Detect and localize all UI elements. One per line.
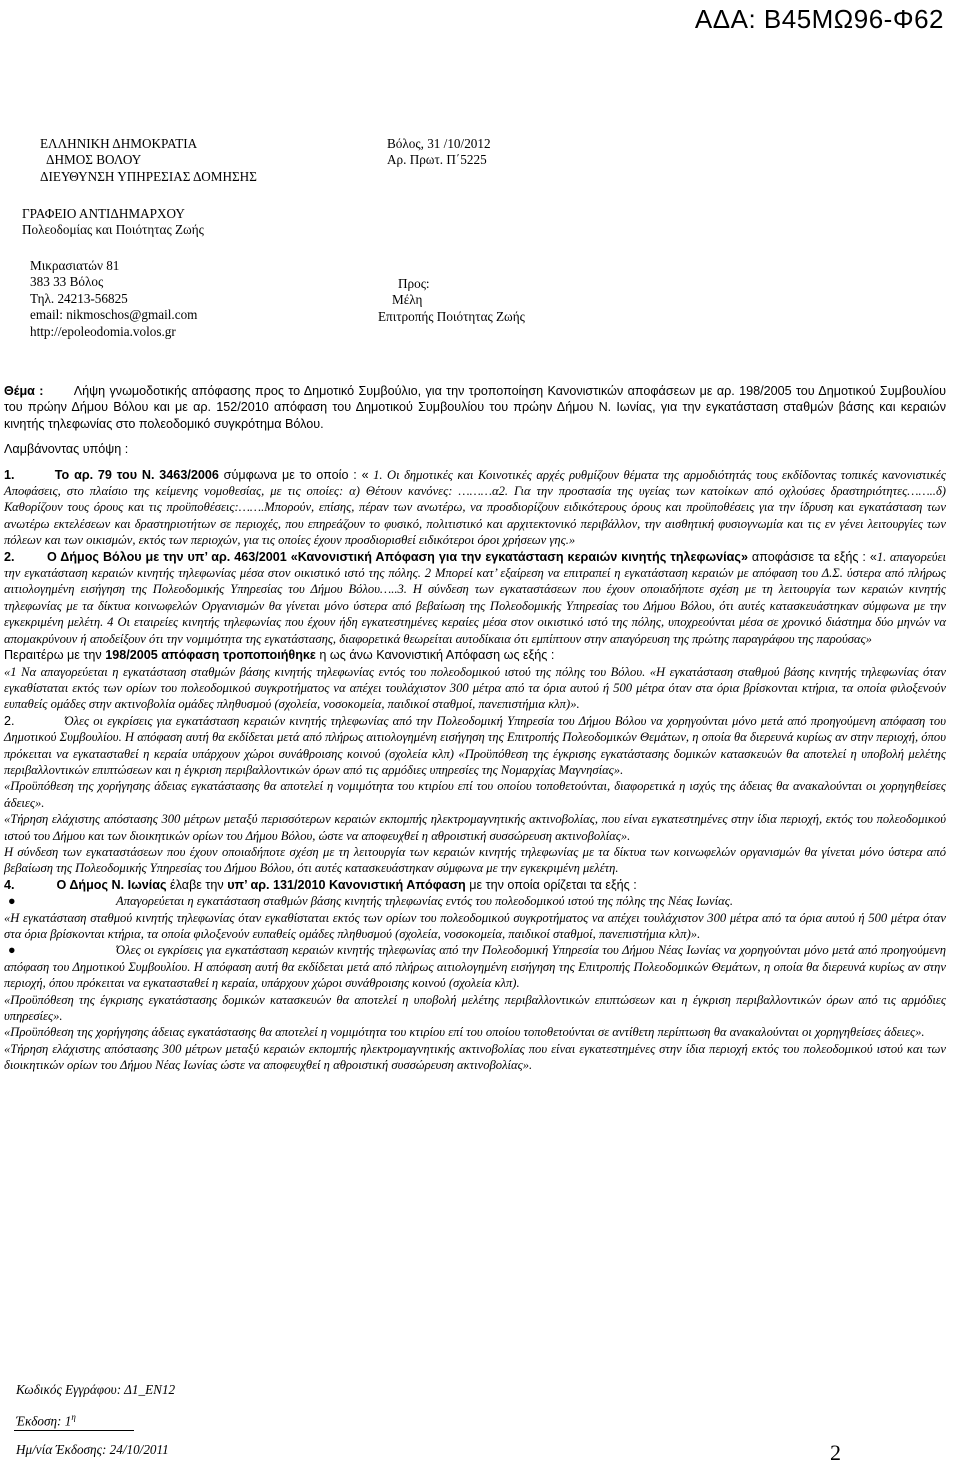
address-block	[30, 258, 197, 340]
footer-divider	[14, 1430, 134, 1431]
item-4-tail: με την οποία ορίζεται τα εξής :	[465, 877, 637, 892]
paragraph: «Η εγκατάσταση σταθμού κινητής τηλεφωνίας όταν εγκαθίσταται εκτός των ορίων του πολεοδομικού συγκροτήματος να απέχει τουλάχιστον 300 μέτρα από τα όρια αυτού ή 500 μέτρα όταν στα όρια βρίσκονται κτήρια, τα οποία φιλοξενούν ευπαθείς ομάδες πληθυσμού (σχολεία, νοσοκομεία, παιδικοί σταθμοί, πανεπιστήμια κλπ)».	[4, 910, 946, 942]
item-4-mid: έλαβε την	[166, 877, 228, 892]
ada-code: ΑΔΑ: Β45ΜΩ96-Φ62	[694, 4, 944, 34]
footer-date: Ημ/νία Έκδοσης: 24/10/2011	[16, 1442, 169, 1457]
recipient-line: Επιτροπής Ποιότητας Ζωής	[378, 308, 525, 324]
header-line: ΔΗΜΟΣ ΒΟΛΟΥ	[46, 152, 142, 168]
bullet-2-text: Όλες οι εγκρίσεις για εγκατάσταση κεραιών κινητής τηλεφωνίας από την Πολεοδομική Υπηρεσία του Δήμου Νέας Ιωνίας να χορηγούνται μόνο μετά από προηγούμενη απόφαση του Δημοτικού Συμβουλίου. Η απόφαση αυτή θα εκδίδεται μετά από πλήρως αιτιολογημένη εισήγηση της Επιτροπής Πολεοδομικών Θεμάτων, η οποία θα διερευνά κυρίως αν στην περιοχή, όπου πρόκειται να εγκατασταθεί η κεραία, υπάρχουν χώροι συνάθροισης κοινού (σχολεία κλπ).	[4, 943, 946, 991]
item-4	[4, 877, 946, 893]
recipient-line: Μέλη	[392, 292, 423, 308]
office-line: Πολεοδομίας και Ποιότητας Ζωής	[22, 222, 204, 238]
header-line: ΔΙΕΥΘΥΝΣΗ ΥΠΗΡΕΣΙΑΣ ΔΟΜΗΣΗΣ	[40, 168, 257, 184]
footer-edition-text: Έκδοση: 1	[16, 1413, 72, 1429]
amendment-lead: Περαιτέρω με την	[4, 648, 106, 663]
item-number: 2.	[4, 713, 15, 728]
footer-edition	[16, 1412, 76, 1429]
amendment-tail: η ως άνω Κανονιστική Απόφαση ως εξής :	[315, 648, 555, 663]
address-line: Μικρασιατών 81	[30, 258, 120, 273]
address-line: email: nikmoschos@gmail.com	[30, 307, 198, 323]
item-1	[4, 467, 946, 549]
address-line: http://epoleodomia.volos.gr	[30, 323, 176, 339]
office-block	[22, 206, 204, 239]
paragraph: «Προϋπόθεση της έγκρισης εγκατάστασης δομικών κατασκευών θα αποτελεί η υποβολή μελέτης περιβαλλοντικών επιπτώσεων και η έγκριση περιβαλλοντικών όρων από τις αρμόδιες υπηρεσίες».	[4, 992, 946, 1024]
item-2-lead2: αποφάσισε τα εξής : «	[747, 549, 877, 564]
item-number: 1.	[4, 467, 15, 482]
item-3-text: Όλες οι εγκρίσεις για εγκατάσταση κεραιών κινητής τηλεφωνίας από την Πολεοδομική Υπηρεσία του Δήμου Βόλου να χορηγούνται μόνο μετά από προηγούμενη απόφαση του Δημοτικού Συμβουλίου. Η απόφαση αυτή θα εκδίδεται μετά από πλήρως αιτιολογημένη εισήγηση της Επιτροπής Πολεοδομικών Θεμάτων, η οποία θα διερευνά κυρίως αν στην περιοχή, όπου πρόκειται να εγκατασταθεί η κεραία υπάρχουν χώροι συνάθροισης κοινού (σχολεία κλπ) «Προϋπόθεση της έγκρισης εγκατάστασης δομικών κατασκευών θα αποτελεί η υποβολή μελέτης περιβαλλοντικών επιπτώσεων και η έγκριση περιβαλλοντικών όρων από τις αρμόδιες υπηρεσίες της Νομαρχίας Μαγνησίας».	[4, 713, 947, 777]
footer-edition-sup: η	[71, 1412, 76, 1422]
item-4-bold: Ο Δήμος Ν. Ιωνίας	[56, 877, 167, 892]
bullet-1-text: Απαγορεύεται η εγκατάσταση σταθμών βάσης κινητής τηλεφωνίας εντός του πολεοδομικού ιστού της πόλης της Νέας Ιωνίας.	[116, 894, 733, 909]
considering-label: Λαμβάνοντας υπόψη :	[4, 442, 129, 457]
protocol-line: Αρ. Πρωτ. Π΄5225	[387, 152, 487, 168]
item-3	[4, 713, 946, 779]
item-1-lead: Το αρ. 79 του Ν. 3463/2006	[54, 467, 219, 482]
paragraph: «Τήρηση ελάχιστης απόστασης 300 μέτρων μεταξύ κεραιών εκπομπής ηλεκτρομαγνητικής ακτινοβολίας που είναι εγκατεστημένες στην ίδια περιοχή εκτός του πολεοδομικού ιστού και των διοικητικών ορίων του Δήμου Νέας Ιωνίας ώστε να αποφευχθεί η αθροιστική συσσώρευση ακτινοβολίας».	[4, 1041, 946, 1073]
paragraph: «Προϋπόθεση της χορήγησης άδειας εγκατάστασης θα αποτελεί η νομιμότητα του κτιρίου επί του οποίου τοποθετούνται, διαφορετικά η ισχύς της άδειας θα ανακαλούνται οι χορηγηθείσες άδειες».	[4, 779, 946, 810]
amendment-paragraph	[4, 647, 946, 663]
paragraph: «Προϋπόθεση της χορήγησης άδειας εγκατάστασης θα αποτελεί η νομιμότητα του κτιρίου επί του οποίου τοποθετούνται σε αντίθετη περίπτωση θα ανακαλούνται οι χορηγηθείσες άδειες».	[4, 1025, 925, 1040]
item-1-lead2: σύμφωνα με το οποίο : «	[218, 467, 369, 482]
address-line: Τηλ. 24213-56825	[30, 290, 128, 306]
office-line: ΓΡΑΦΕΙΟ ΑΝΤΙΔΗΜΑΡΧΟΥ	[22, 206, 185, 221]
item-2-lead: Ο Δήμος Βόλου με την υπ’ αρ. 463/2001 «Κανονιστική Απόφαση για την εγκατάσταση κεραιών κινητής τηλεφωνίας»	[47, 549, 748, 564]
recipient-block	[378, 276, 525, 325]
bullet-icon: ●	[8, 894, 16, 909]
item-2-quote: 1. απαγορεύει την εγκατάσταση κεραιών κινητής τηλεφωνίας μέσα στον οικιστικό ιστό της πόλης. 2 Μπορεί κατ’ εξαίρεση να επιτραπεί η εγκατάσταση κεραιών με απόφαση του Δ.Σ. ύστερα από πλήρως αιτιολογημένη εισήγηση της Πολεοδομικής Υπηρεσίας του Δήμου Βόλου…..3. Η σύνδεση των εγκαταστάσεων που έχουν οποιαδήποτε σχέση με τη λειτουργία των κεραιών κινητής τηλεφωνίας με τα δίκτυα κοινωφελών Οργανισμών θα γίνεται μόνο ύστερα από βεβαίωση της Πολεοδομικής Υπηρεσίας του Δήμου Βόλου, ότι αυτές κατασκευάστηκαν σύμφωνα με την εγκεκριμένη μελέτη. 4 Οι εταιρείες κινητής τηλεφωνίας που έχουν ήδη εγκατεστημένες κεραίες μέσα στον οικιστικό ιστό της πόλης, υποχρεούνται μέσα σε χρονικό διάστημα δύο μηνών να απομακρύνουν ή αποδείξουν ότι την νομιμότητα της εγκατάστασης, διαφορετικά θεωρείται αυτοδίκαια ότι εμπίπτουν στην απαγόρευση της πρώτης παραγράφου της παρούσας»	[4, 549, 946, 646]
amendment-bold: 198/2005 απόφαση τροποποιήθηκε	[105, 648, 316, 663]
document-body	[4, 383, 946, 1074]
page-number: 2	[830, 1440, 841, 1465]
subject-label: Θέμα :	[4, 384, 44, 398]
paragraph: Η σύνδεση των εγκαταστάσεων που έχουν οποιαδήποτε σχέση με τη λειτουργία των κεραιών κινητής τηλεφωνίας με τα δίκτυα των κοινωφελών οργανισμών θα γίνεται μόνο ύστερα από βεβαίωση της Πολεοδομικής Υπηρεσίας του Δήμου Βόλου, ότι αυτές κατασκευάστηκαν σύμφωνα με την εγκεκριμένη μελέτη.	[4, 844, 946, 876]
left-header	[40, 136, 257, 185]
date-block	[387, 136, 491, 169]
item-1-quote: 1. Οι δημοτικές και Κοινοτικές αρχές ρυθμίζουν θέματα της αρμοδιότητάς τους εκδίδοντας τοπικές κανονιστικές Αποφάσεις, στο πλαίσιο της κείμενης νομοθεσίας, με τις οποίες: α) Θέτουν κανόνες: ………α2. Για την προστασία της υγείας των κατοίκων από οχλούσες δραστηριότητες……..δ) Καθορίζουν τους όρους και τις προϋποθέσεις:…….Μπορούν, επίσης, πέραν των ανωτέρω, να προσδιορίζουν ειδικότερους όρους και προϋποθέσεις για την ίδρυση και εγκατάσταση των ανωτέρω εκτελέσεων και δραστηριοτήτων σε περιοχές, που επηρεάζουν το φυσικό, πολιτιστικό και αρχιτεκτονικό περιβάλλον, την αισθητική φυσιογνωμία και τις εν γένει λειτουργίες των πόλεων και των οικισμών, εκτός των περιοχών, για τις οποίες έχουν προσδιορισθεί ειδικότεροι όροι χρήσεων γης.»	[4, 467, 946, 548]
item-number: 4.	[4, 877, 15, 892]
item-number: 2.	[4, 549, 15, 564]
subject-paragraph	[4, 383, 946, 432]
item-4-bold2: υπ’ αρ. 131/2010 Κανονιστική Απόφαση	[227, 877, 466, 892]
paragraph: «Τήρηση ελάχιστης απόστασης 300 μέτρων μεταξύ περισσότερων κεραιών εκπομπής ηλεκτρομαγνητικής ακτινοβολίας, που είναι εγκατεστημένες στην ίδια περιοχή, εκτός του πολεοδομικού ιστού του Δήμου και των διοικητικών ορίων του Δήμου Βόλου, ώστε να αποφευχθεί η αθροιστική συσσώρευση ακτινοβολίας».	[4, 812, 946, 843]
subject-text: Λήψη γνωμοδοτικής απόφασης προς το Δημοτικό Συμβούλιο, για την τροποποίηση Κανονιστικών αποφάσεων με αρ. 198/2005 του Δημοτικού Συμβουλίου του πρώην Δήμου Βόλου και με αρ. 152/2010 απόφαση του Δημοτικού Συμβουλίου του πρώην Δήμου Ν. Ιωνίας, για την εγκατάσταση σταθμών βάσης και κεραιών κινητής τηλεφωνίας στο πολεοδομικό συγκρότημα Βόλου.	[4, 384, 946, 431]
item-2	[4, 549, 946, 647]
header-line: ΕΛΛΗΝΙΚΗ ΔΗΜΟΚΡΑΤΙΑ	[40, 136, 198, 151]
bullet-icon: ●	[8, 943, 16, 958]
address-line: 383 33 Βόλος	[30, 274, 104, 290]
date-line: Βόλος, 31 /10/2012	[387, 136, 491, 151]
recipient-label: Προς:	[398, 276, 430, 291]
footer-code: Κωδικός Εγγράφου: Δ1_ΕΝ12	[16, 1382, 176, 1397]
amendment-quote: «1 Να απαγορεύεται η εγκατάσταση σταθμών βάσης κινητής τηλεφωνίας εντός του πολεοδομικού ιστού της πόλης του Βόλου. «Η εγκατάσταση σταθμού βάσης κινητής τηλεφωνίας όταν εγκαθίσταται εκτός των ορίων του πολεοδομικού συγκροτήματος να απέχει τουλάχιστον 300 μέτρα από τα όρια αυτού ή 500 μέτρα όταν στα όρια βρίσκονται κτήρια, τα οποία φιλοξενούν ευπαθείς ομάδες στην ακτινοβολία ομάδες πληθυσμού (σχολεία, νοσοκομεία, παιδικοί σταθμοί, πανεπιστήμια κλπ)».	[4, 664, 946, 712]
